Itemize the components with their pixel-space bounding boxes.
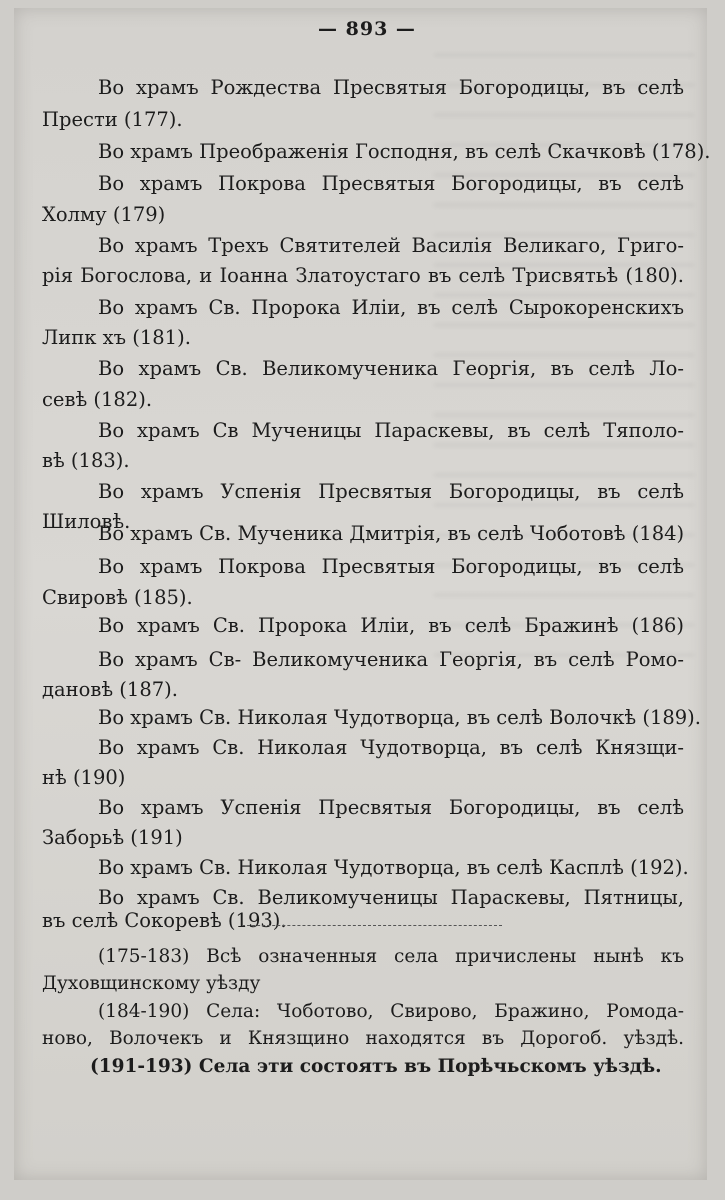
entry-line: въ селѣ Сокоревѣ (193).: [42, 909, 287, 932]
entry-line: Во храмъ Покрова Пресвятыя Богородицы, въ селѣ: [98, 555, 684, 578]
entry-line: Во храмъ Рождества Пресвятыя Богородицы, въ селѣ: [98, 76, 684, 99]
entry-line: Во храмъ Св- Великомученика Георгія, въ селѣ Ромо-: [98, 648, 684, 671]
entry-line: Во храмъ Преображенія Господня, въ селѣ Скачковѣ (178).: [98, 140, 711, 163]
page-number: — 893 —: [318, 18, 416, 40]
footnote-line: (191-193) Села эти состоятъ въ Порѣчьскомъ уѣздѣ.: [90, 1056, 662, 1077]
entry-line: Во храмъ Св. Великомученицы Параскевы, Пятницы,: [98, 886, 684, 909]
footnote-line: ново, Волочекъ и Князщино находятся въ Дорогоб. уѣздѣ.: [42, 1028, 684, 1049]
entry-line: Липк хъ (181).: [42, 326, 191, 349]
entry-line: рія Богослова, и Іоанна Златоустаго въ селѣ Трисвятьѣ (180).: [42, 264, 684, 287]
separator-line: [242, 925, 502, 926]
entry-line: Во храмъ Св. Пророка Иліи, въ селѣ Сырокоренскихъ: [98, 296, 684, 319]
entry-line: Во храмъ Св. Пророка Иліи, въ селѣ Бражинѣ (186): [98, 614, 684, 637]
footnote-line: Духовщинскому уѣзду: [42, 973, 261, 994]
entry-line: Заборьѣ (191): [42, 826, 183, 849]
entry-line: Во храмъ Св. Николая Чудотворца, въ селѣ Князщи-: [98, 736, 684, 759]
entry-line: Во храмъ Успенія Пресвятыя Богородицы, въ селѣ: [98, 480, 684, 503]
entry-line: нѣ (190): [42, 766, 126, 789]
footnote-line: (184-190) Села: Чоботово, Свирово, Бражино, Ромода-: [98, 1001, 684, 1022]
entry-line: Во храмъ Покрова Пресвятыя Богородицы, въ селѣ: [98, 172, 684, 195]
entry-line: Во храмъ Св. Николая Чудотворца, въ селѣ Касплѣ (192).: [98, 856, 689, 879]
entry-line: вѣ (183).: [42, 449, 130, 472]
entry-line: Во храмъ Св. Николая Чудотворца, въ селѣ Волочкѣ (189).: [98, 706, 701, 729]
entry-line: Во храмъ Св. Великомученика Георгія, въ селѣ Ло-: [98, 357, 684, 380]
entry-line: Шиловѣ.: [42, 510, 131, 533]
entry-line: Во храмъ Св Мученицы Параскевы, въ селѣ Тяполо-: [98, 419, 684, 442]
entry-line: Холму (179): [42, 203, 166, 226]
entry-line: севѣ (182).: [42, 388, 153, 411]
entry-line: Прести (177).: [42, 108, 183, 131]
footnote-line: (175-183) Всѣ означенныя села причислены нынѣ къ: [98, 946, 684, 967]
paper-sheet: [14, 8, 711, 1180]
entry-line: дановѣ (187).: [42, 678, 178, 701]
entry-line: Свировѣ (185).: [42, 586, 193, 609]
entry-line: Во храмъ Успенія Пресвятыя Богородицы, въ селѣ: [98, 796, 684, 819]
entry-line: Во храмъ Св. Мученика Дмитрія, въ селѣ Чоботовѣ (184): [98, 522, 685, 545]
entry-line: Во храмъ Трехъ Святителей Василія Великаго, Григо-: [98, 234, 684, 257]
